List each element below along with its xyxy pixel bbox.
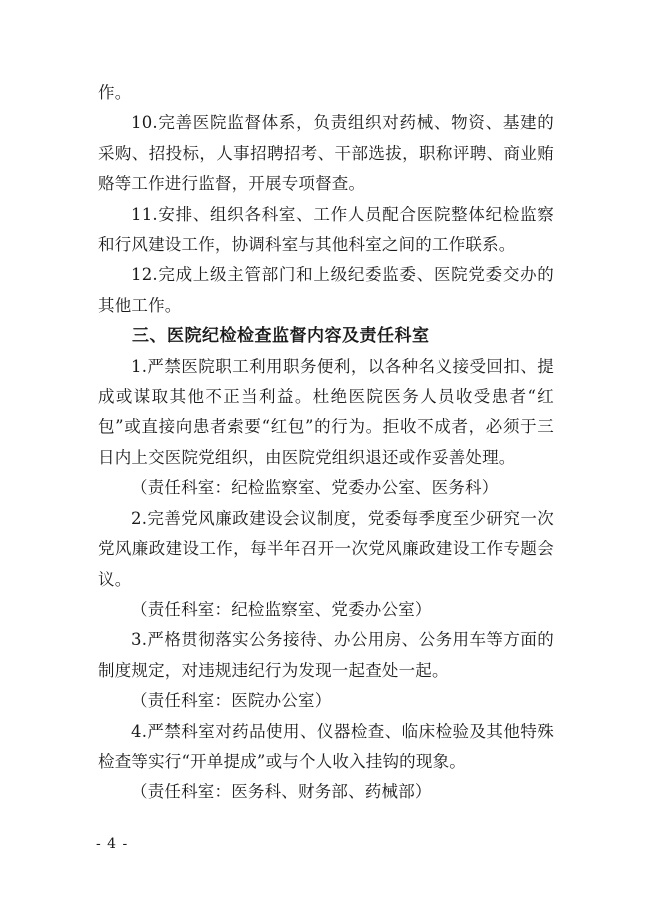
- rule-1-paragraph: 1.严禁医院职工利用职务便利，以各种名义接受回扣、提成或谋取其他不正当利益。杜绝医院医务人员收受患者“红包”或直接向患者索要“红包”的行为。拒收不成者，必须于三日内上交医院党组织，由医院党组织退还或作妥善处理。: [98, 356, 554, 467]
- section-3-heading: 三、医院纪检检查监督内容及责任科室: [132, 326, 430, 347]
- rule-4-paragraph: 4.严禁科室对药品使用、仪器检查、临床检验及其他特殊检查等实行“开单提成”或与个人收入挂钩的现象。: [98, 721, 554, 771]
- responsibility-note-4: （责任科室：医务科、财务部、药械部）: [131, 782, 432, 802]
- item-11-paragraph: 11.安排、组织各科室、工作人员配合医院整体纪检监察和行风建设工作，协调科室与其他科室之间的工作联系。: [98, 204, 554, 255]
- rule-3-paragraph: 3.严格贯彻落实公务接待、办公用房、公务用车等方面的制度规定，对违规违纪行为发现一起查处一起。: [98, 630, 554, 680]
- document-page: [98, 78, 554, 808]
- page-number: - 4 -: [96, 836, 129, 852]
- responsibility-note-3: （责任科室：医院办公室）: [131, 691, 332, 711]
- responsibility-note-2: （责任科室：纪检监察室、党委办公室）: [131, 599, 432, 619]
- responsibility-note-1: （责任科室：纪检监察室、党委办公室、医务科）: [131, 478, 499, 498]
- item-12-paragraph: 12.完成上级主管部门和上级纪委监委、医院党委交办的其他工作。: [98, 265, 554, 315]
- item-10-paragraph: 10.完善医院监督体系，负责组织对药械、物资、基建的采购、招投标，人事招聘招考、干部选拔，职称评聘、商业贿赂等工作进行监督，开展专项督查。: [98, 113, 554, 194]
- continuation-text: 作。: [98, 83, 132, 102]
- rule-2-paragraph: 2.完善党风廉政建设会议制度，党委每季度至少研究一次党风廉政建设工作，每半年召开一次党风廉政建设工作专题会议。: [98, 508, 554, 589]
